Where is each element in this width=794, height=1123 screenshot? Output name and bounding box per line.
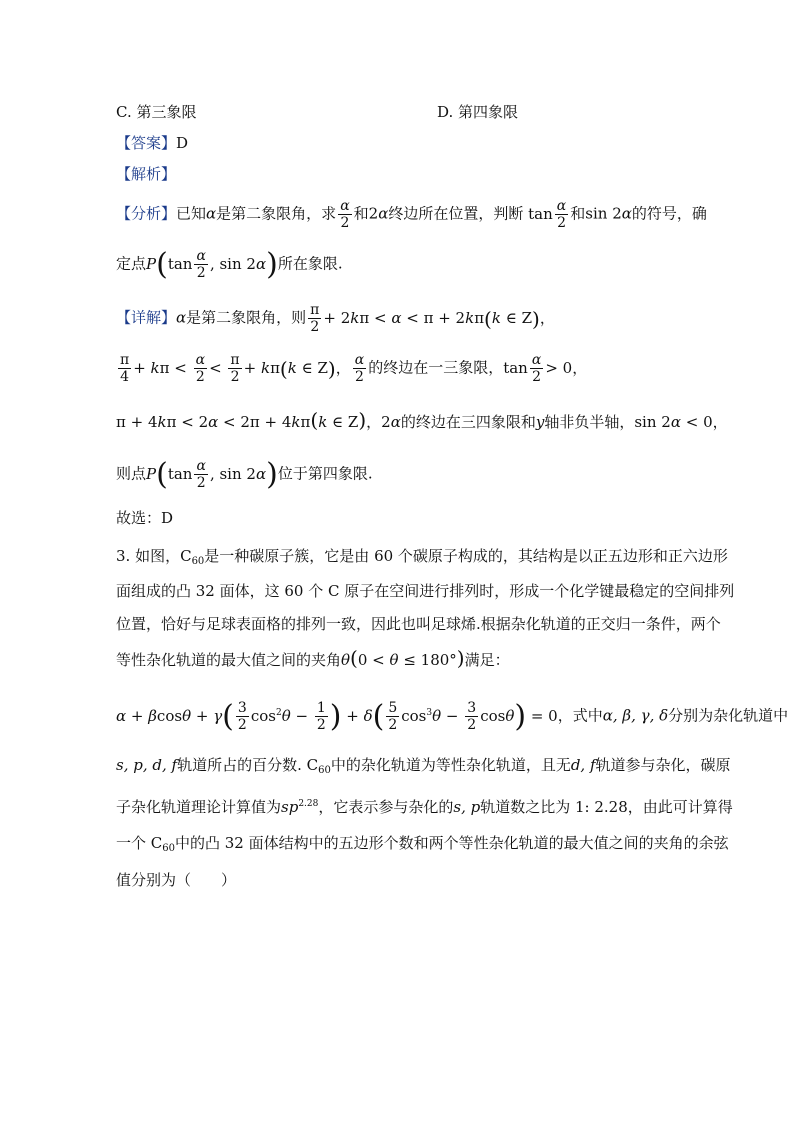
- choose-line: 故选：D: [116, 509, 174, 527]
- math-ineq-3: π + 4kπ < 2α < 2π + 4kπ(k ∈ Z)，2α: [116, 408, 401, 432]
- fenxi-line-1: [116, 198, 707, 231]
- sub-60: 60: [162, 843, 175, 854]
- q3-text-8a: 一个 C: [116, 834, 163, 852]
- fenxi-text-6: 的符号，确: [631, 204, 707, 223]
- math-tan-positive: tan $\frac{\alpha}{2}$ > 0，: [503, 352, 588, 385]
- fenxi-text-3: 和: [353, 204, 369, 223]
- sup-2-28: 2.28: [298, 799, 319, 809]
- detail-text-4a: 则点: [116, 464, 147, 483]
- q3-line-7: [116, 794, 733, 817]
- math-frac-alpha-2: $\frac{\alpha}{2}$: [354, 352, 365, 385]
- q3-line-6: [116, 755, 731, 781]
- q3-line-9: 值分别为（ ）: [116, 871, 237, 889]
- math-df: d, f: [570, 756, 596, 774]
- q3-line-1: [116, 546, 728, 572]
- math-tan-half: tan $\frac{\alpha}{2}$: [528, 198, 567, 231]
- detail-text-4b: 位于第四象限.: [277, 464, 373, 483]
- math-alpha: α: [206, 204, 217, 223]
- q3-text-5b: ，式中: [557, 706, 603, 725]
- q3-text-1b: 是一种碳原子簇，它是由 60 个碳原子构成的，其结构是以正五边形和正六边形: [204, 547, 728, 565]
- fenxi-text-2: 是第二象限角，求: [216, 204, 337, 223]
- fenxi-text-4: 终边所在位置，判断: [388, 204, 524, 223]
- option-d: D. 第四象限: [437, 103, 519, 121]
- math-frac-alpha-2: $\frac{\alpha}{2}$: [340, 198, 350, 231]
- math-greek-list: α, β, γ, δ: [602, 706, 669, 725]
- math-point-p: P(tan $\frac{\alpha}{2}$ , sin 2α): [146, 456, 278, 492]
- fenxi-text-5: 和: [570, 204, 586, 223]
- math-spdf: s, p, d, f: [116, 756, 178, 774]
- detail-text-1: 是第二象限角，则: [186, 308, 307, 327]
- detail-text-2: 的终边在一三象限，: [368, 358, 504, 377]
- math-y: y: [535, 413, 545, 431]
- sub-60: 60: [191, 556, 205, 567]
- q3-line-4: [116, 648, 510, 670]
- fenxi-text-8: 所在象限.: [277, 254, 343, 273]
- fenxi-line-2: [116, 248, 343, 281]
- q3-text-1a: 3. 如图，C: [116, 547, 192, 565]
- detail-line-4: [116, 458, 373, 491]
- math-2alpha: 2α: [368, 204, 389, 223]
- q3-text-6d: 轨道参与杂化，碳原: [595, 756, 731, 774]
- math-sin2a: sin 2α: [585, 204, 632, 223]
- math-point-p: P(tan $\frac{\alpha}{2}$ , sin 2α): [146, 246, 278, 282]
- detail-line-2: [116, 352, 587, 385]
- fenxi-text-7: 定点: [116, 254, 147, 273]
- math-sp228: sp: [281, 798, 299, 816]
- math-ineq-2: $\frac{\pi}{4}$ + kπ < $\frac{\alpha}{2}$ < $\frac{\pi}{2}$ + kπ(k ∈ Z)，: [120, 352, 351, 385]
- q3-line-3: 位置，恰好与足球表面格的排列一致，因此也叫足球烯.根据杂化轨道的正交归一条件，两个: [116, 615, 721, 633]
- math-hybrid-formula: α + βcosθ + γ( $\frac{3}{2}$ $\cos^2\theta$ − $\frac{1}{2}$ ) + δ( $\frac{5}{2}$ $\cos^3\theta$ − $\frac{3}{2}$ cosθ) = 0: [116, 698, 558, 734]
- q3-text-6b: 轨道所占的百分数. C: [177, 756, 319, 774]
- q3-text-7c: 轨道数之比为 1: 2.28，由此可计算得: [480, 798, 733, 816]
- q3-text-7a: 子杂化轨道理论计算值为: [116, 798, 282, 816]
- detail-line-1: [116, 302, 555, 335]
- analysis-label: [116, 164, 176, 184]
- math-sp: s, p: [453, 798, 481, 816]
- detail-line-3: [116, 410, 728, 432]
- option-c: C. 第三象限: [116, 103, 197, 121]
- q3-text-6c: 中的杂化轨道为等性杂化轨道，且无: [330, 756, 571, 774]
- detail-label: 【详解】: [116, 308, 177, 327]
- math-theta-range: θ(0 < θ ≤ 180°): [341, 646, 465, 670]
- q3-text-8b: 中的凸 32 面体结构中的五边形个数和两个等性杂化轨道的最大值之间的夹角的余弦: [174, 834, 729, 852]
- answer-value: D: [176, 134, 189, 152]
- math-ineq-1: $\frac{\pi}{2}$ + 2kπ < α < π + 2kπ(k ∈ Z)，: [310, 302, 555, 335]
- detail-text-3b: 轴非负半轴，: [544, 413, 635, 431]
- q3-text-4b: 满足：: [464, 651, 510, 669]
- analysis-label-text: 【解析】: [116, 165, 177, 183]
- answer-line: [116, 133, 188, 153]
- q3-text-4a: 等性杂化轨道的最大值之间的夹角: [116, 651, 342, 669]
- fenxi-label: 【分析】: [116, 204, 177, 223]
- q3-line-8: [116, 833, 729, 859]
- q3-formula-line: [116, 700, 788, 733]
- math-sin-negative: sin 2α < 0，: [634, 413, 728, 431]
- fenxi-text-1: 已知: [176, 204, 207, 223]
- detail-text-3: 的终边在三四象限和: [400, 413, 536, 431]
- q3-line-2: 面组成的凸 32 面体，这 60 个 C 原子在空间进行排列时，形成一个化学键最稳定的空间排列: [116, 582, 735, 600]
- sub-60: 60: [318, 765, 331, 776]
- q3-text-5c: 分别为杂化轨道中: [668, 706, 789, 725]
- answer-label: 【答案】: [116, 134, 177, 152]
- q3-text-7b: ，它表示参与杂化的: [318, 798, 454, 816]
- math-alpha: α: [176, 308, 187, 327]
